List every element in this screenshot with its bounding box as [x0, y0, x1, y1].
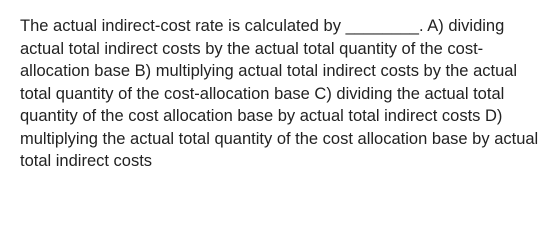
question-text: The actual indirect-cost rate is calculated by ________. A) dividing actual total indirect costs by the actual total quantity of the cost-allocation base B) multiplying actual total indirect costs by the actual total quantity of the cost-allocation base C) dividing the actual total quantity of the cost allocation base by actual total indirect costs D) multiplying the actual total quantity of the cost allocation base by actual total indirect costs: [20, 17, 539, 170]
